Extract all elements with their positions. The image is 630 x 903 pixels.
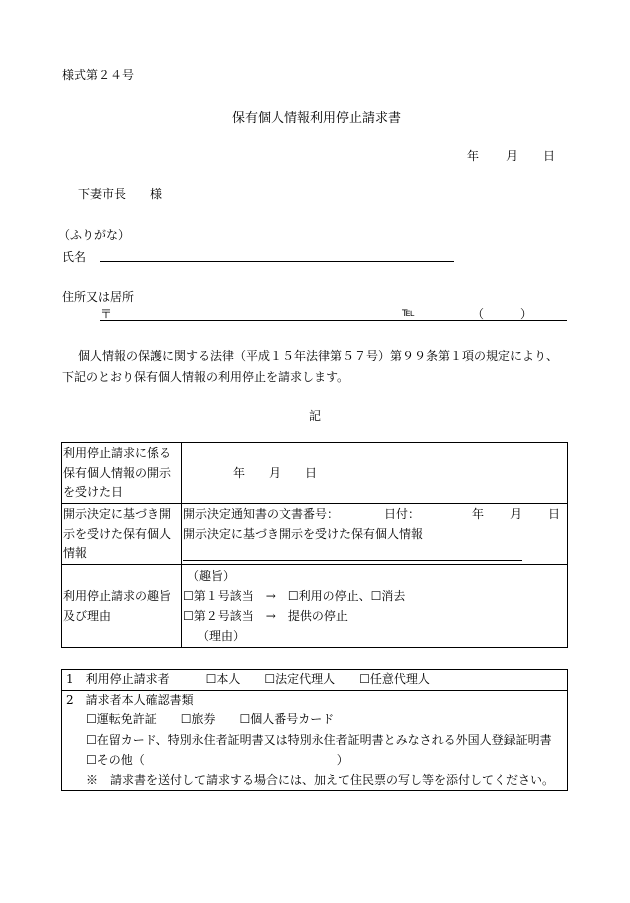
id-docs-line-3[interactable]: ☐その他（ ） (86, 753, 349, 767)
name-label: 氏名 (62, 250, 87, 264)
date-year: 年 (467, 149, 480, 163)
id-docs-line-1[interactable]: ☐運転免許証 ☐旅券 ☐個人番号カード (86, 712, 335, 726)
date-month: 月 (506, 149, 519, 163)
row2-year: 年 (472, 507, 485, 521)
body-line-1: 個人情報の保護に関する法律（平成１５年法律第５７号）第９９条第１項の規定により、 (78, 349, 559, 363)
furigana-label: （ふりがな） (58, 228, 131, 242)
row3-option-2[interactable]: ☐第２号該当 → 提供の停止 (183, 609, 348, 623)
date-day: 日 (543, 149, 556, 163)
row2-doc-number[interactable]: 開示決定通知書の文書番号： (183, 507, 340, 521)
address-label: 住所又は居所 (62, 290, 135, 304)
row2-info-line[interactable] (183, 560, 522, 561)
row2-date-label: 日付： (384, 507, 421, 521)
row2-info: 開示決定に基づき開示を受けた保有個人情報 (183, 527, 424, 541)
row1-label-2: 保有個人情報の開示 (63, 466, 172, 480)
row1-date-value[interactable]: 年 月 日 (233, 466, 318, 480)
id-docs-note: ※ 請求書を送付して請求する場合には、加えて住民票の写し等を添付してください。 (86, 773, 555, 787)
body-line-2: 下記のとおり保有個人情報の利用停止を請求します。 (62, 370, 350, 384)
row3-option-1[interactable]: ☐第１号該当 → ☐利用の停止、☐消去 (183, 589, 406, 603)
row2-label-2: 示を受けた保有個人 (63, 527, 172, 541)
ki-heading: 記 (309, 409, 322, 423)
tel-parens: （ ） (472, 307, 533, 321)
row1-label-1: 利用停止請求に係る (63, 446, 172, 460)
page-title: 保有個人情報利用停止請求書 (232, 111, 402, 126)
row2-day: 日 (548, 507, 561, 521)
addressee: 下妻市長 様 (78, 187, 163, 201)
row2-label-1: 開示決定に基づき開 (63, 507, 172, 521)
row3-label-1: 利用停止請求の趣旨 (63, 589, 172, 603)
row2-label-3: 情報 (63, 546, 88, 560)
row3-label-2: 及び理由 (63, 609, 112, 623)
address-field-line[interactable] (100, 320, 567, 321)
postal-mark: 〒 (100, 307, 113, 321)
id-docs-title: 2 請求者本人確認書類 (66, 693, 194, 707)
requester-row[interactable]: 1 利用停止請求者 ☐本人 ☐法定代理人 ☐任意代理人 (66, 672, 430, 686)
row3-reason: （理由） (197, 629, 246, 643)
request-table-row-sep-2 (61, 564, 568, 565)
row1-label-3: を受けた日 (63, 485, 124, 499)
id-docs-line-2[interactable]: ☐在留カード、特別永住者証明書又は特別永住者証明書とみなされる外国人登録証明書 (86, 733, 552, 747)
row2-month: 月 (510, 507, 523, 521)
tel-mark: ℡ (402, 305, 415, 319)
form-number: 様式第２４号 (62, 68, 135, 82)
name-field-line[interactable] (100, 261, 454, 262)
request-table-divider (181, 442, 182, 648)
row3-purpose: （趣旨） (187, 569, 236, 583)
